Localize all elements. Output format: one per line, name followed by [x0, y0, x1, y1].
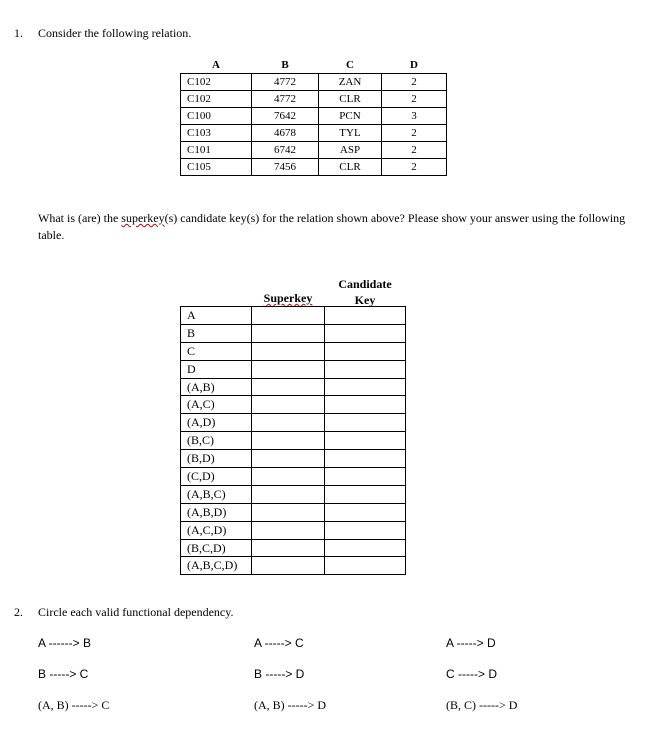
- relation-header-c: C: [346, 59, 354, 71]
- candidate-key-answer-cell[interactable]: [325, 307, 406, 325]
- relation-cell: C103: [181, 125, 252, 142]
- superkey-answer-cell[interactable]: [252, 432, 325, 450]
- candidate-key-answer-cell[interactable]: [325, 378, 406, 396]
- fd-option[interactable]: A -----> C: [254, 636, 304, 650]
- key-row-label: (A,D): [181, 414, 252, 432]
- fd-option[interactable]: (B, C) -----> D: [446, 698, 518, 712]
- relation-row: [181, 91, 447, 108]
- question-2-prompt: Circle each valid functional dependency.: [38, 605, 234, 619]
- relation-cell: 2: [382, 74, 447, 91]
- fd-option[interactable]: A -----> D: [446, 636, 496, 650]
- candidate-key-answer-cell[interactable]: [325, 342, 406, 360]
- key-row: [181, 307, 406, 325]
- relation-header-row: [181, 57, 447, 74]
- relation-cell: C102: [181, 74, 252, 91]
- question-1-text: [38, 210, 643, 244]
- relation-cell: 4678: [252, 125, 319, 142]
- relation-cell: 2: [382, 142, 447, 159]
- candidate-key-answer-cell[interactable]: [325, 396, 406, 414]
- key-row: [181, 450, 406, 468]
- relation-cell: 2: [382, 91, 447, 108]
- candidate-key-answer-cell[interactable]: [325, 360, 406, 378]
- relation-cell: 2: [382, 125, 447, 142]
- relation-row: [181, 108, 447, 125]
- relation-table: [180, 57, 447, 176]
- key-row: [181, 485, 406, 503]
- key-row: [181, 521, 406, 539]
- candidate-key-header-line1: Candidate: [338, 277, 392, 291]
- key-answer-table: [180, 306, 406, 575]
- fd-option[interactable]: (A, B) -----> D: [254, 698, 327, 712]
- relation-header-a: A: [212, 59, 220, 71]
- relation-cell: 7456: [252, 159, 319, 176]
- candidate-key-answer-cell[interactable]: [325, 468, 406, 486]
- key-row: [181, 360, 406, 378]
- fd-option[interactable]: B -----> D: [254, 667, 305, 681]
- superkey-answer-cell[interactable]: [252, 307, 325, 325]
- relation-cell: C100: [181, 108, 252, 125]
- superkey-answer-cell[interactable]: [252, 396, 325, 414]
- superkey-answer-cell[interactable]: [252, 450, 325, 468]
- relation-cell: 3: [382, 108, 447, 125]
- key-row-label: (A,B,C,D): [181, 557, 252, 575]
- superkey-answer-cell[interactable]: [252, 324, 325, 342]
- candidate-key-header: [330, 276, 400, 308]
- key-row-label: (A,B,C): [181, 485, 252, 503]
- key-row: [181, 324, 406, 342]
- relation-header-b: B: [281, 59, 289, 71]
- question-1-prompt: Consider the following relation.: [38, 26, 192, 40]
- fd-option[interactable]: C -----> D: [446, 667, 497, 681]
- relation-cell: C101: [181, 142, 252, 159]
- superkey-answer-cell[interactable]: [252, 503, 325, 521]
- relation-cell: 2: [382, 159, 447, 176]
- candidate-key-answer-cell[interactable]: [325, 450, 406, 468]
- relation-cell: C105: [181, 159, 252, 176]
- relation-cell: 4772: [252, 91, 319, 108]
- candidate-key-answer-cell[interactable]: [325, 539, 406, 557]
- relation-cell: C102: [181, 91, 252, 108]
- question-1-number: 1.: [14, 26, 23, 40]
- key-row-label: D: [181, 360, 252, 378]
- relation-row: [181, 159, 447, 176]
- key-row-label: A: [181, 307, 252, 325]
- key-row-label: (B,C,D): [181, 539, 252, 557]
- candidate-key-answer-cell[interactable]: [325, 432, 406, 450]
- key-row: [181, 503, 406, 521]
- superkey-answer-cell[interactable]: [252, 378, 325, 396]
- key-row-label: (A,C,D): [181, 521, 252, 539]
- key-row-label: (A,B,D): [181, 503, 252, 521]
- key-row: [181, 396, 406, 414]
- superkey-answer-cell[interactable]: [252, 360, 325, 378]
- key-row: [181, 432, 406, 450]
- question-2-number: 2.: [14, 605, 23, 619]
- candidate-key-answer-cell[interactable]: [325, 414, 406, 432]
- relation-cell: PCN: [319, 108, 382, 125]
- question-1-text-post: (s) candidate key(s) for the relation shown above? Please show your answer using the following table.: [38, 211, 626, 242]
- fd-option[interactable]: (A, B) -----> C: [38, 698, 110, 712]
- key-row: [181, 414, 406, 432]
- spellcheck-word-superkey: superkey: [121, 211, 165, 225]
- key-row: [181, 378, 406, 396]
- fd-option[interactable]: A ------> B: [38, 636, 91, 650]
- key-row-label: (B,C): [181, 432, 252, 450]
- superkey-answer-cell[interactable]: [252, 485, 325, 503]
- relation-cell: ZAN: [319, 74, 382, 91]
- candidate-key-answer-cell[interactable]: [325, 503, 406, 521]
- relation-cell: ASP: [319, 142, 382, 159]
- key-row-label: (A,B): [181, 378, 252, 396]
- superkey-answer-cell[interactable]: [252, 414, 325, 432]
- superkey-header: [252, 291, 324, 306]
- relation-header-d: D: [410, 59, 418, 71]
- key-row-label: (A,C): [181, 396, 252, 414]
- relation-cell: 7642: [252, 108, 319, 125]
- candidate-key-answer-cell[interactable]: [325, 324, 406, 342]
- key-row: [181, 468, 406, 486]
- key-row: [181, 557, 406, 575]
- key-row-label: C: [181, 342, 252, 360]
- candidate-key-answer-cell[interactable]: [325, 521, 406, 539]
- superkey-header-label: Superkey: [263, 291, 313, 305]
- relation-cell: 6742: [252, 142, 319, 159]
- relation-row: [181, 74, 447, 91]
- fd-option[interactable]: B -----> C: [38, 667, 89, 681]
- candidate-key-answer-cell[interactable]: [325, 557, 406, 575]
- candidate-key-answer-cell[interactable]: [325, 485, 406, 503]
- superkey-answer-cell[interactable]: [252, 521, 325, 539]
- superkey-answer-cell[interactable]: [252, 539, 325, 557]
- relation-cell: 4772: [252, 74, 319, 91]
- superkey-answer-cell[interactable]: [252, 342, 325, 360]
- superkey-answer-cell[interactable]: [252, 557, 325, 575]
- relation-cell: CLR: [319, 91, 382, 108]
- relation-cell: TYL: [319, 125, 382, 142]
- key-row: [181, 342, 406, 360]
- relation-row: [181, 142, 447, 159]
- key-row-label: (C,D): [181, 468, 252, 486]
- key-row-label: (B,D): [181, 450, 252, 468]
- candidate-key-header-line2: Key: [354, 293, 376, 307]
- key-row-label: B: [181, 324, 252, 342]
- relation-cell: CLR: [319, 159, 382, 176]
- relation-row: [181, 125, 447, 142]
- superkey-answer-cell[interactable]: [252, 468, 325, 486]
- question-1-text-pre: What is (are) the: [38, 211, 122, 225]
- key-row: [181, 539, 406, 557]
